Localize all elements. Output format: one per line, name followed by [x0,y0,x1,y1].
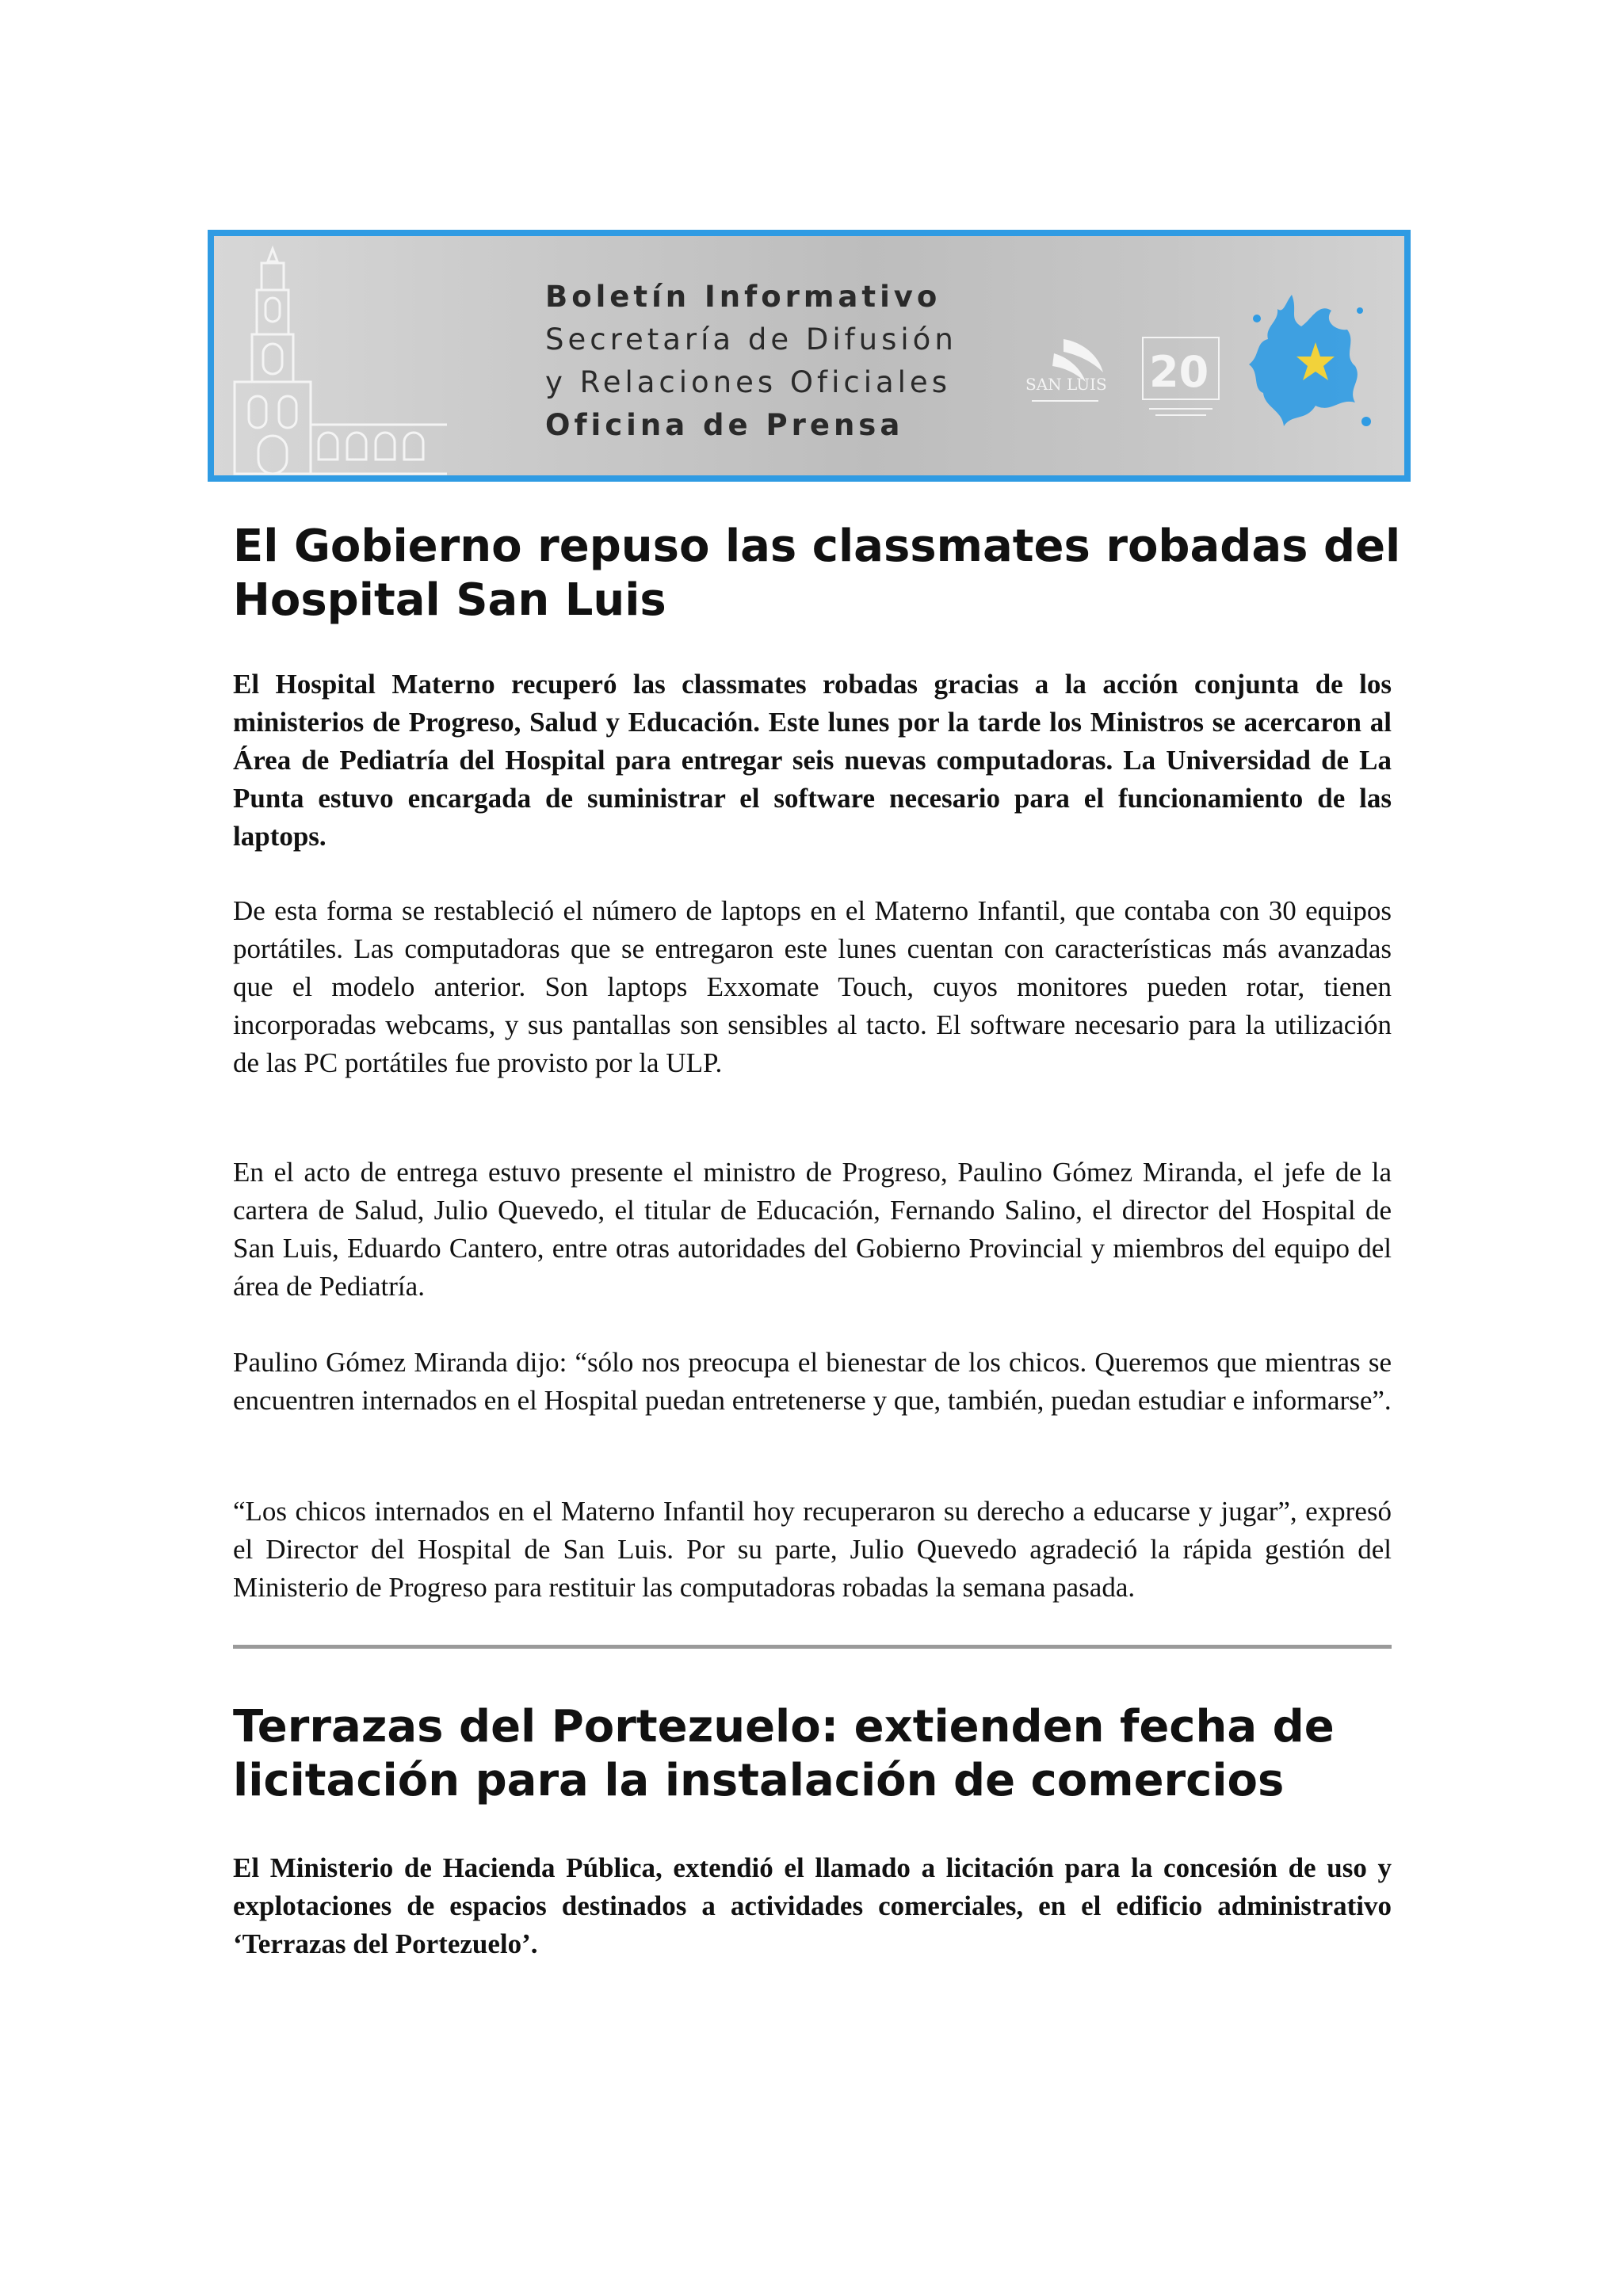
article-1-paragraph-4: “Los chicos internados en el Materno Infantil hoy recuperaron su derecho a educarse y jugar”, expresó el Director del Hospital de San Luis. Por su parte, Julio Quevedo agradeció la rápida gestión del Ministerio de Progreso para restituir las computadoras robadas la semana pasada. [233,1496,1392,1603]
building-illustration [223,246,453,475]
splash-star-logo [1236,287,1379,437]
san-luis-logo-text: SAN LUIS [1025,375,1107,394]
article-1-paragraph-2: En el acto de entrega estuvo presente el ministro de Progreso, Paulino Gómez Miranda, el jefe de la cartera de Salud, Julio Quevedo, el titular de Educación, Fernando Salino, el director del Hospital de San Luis, Eduardo Cantero, entre otras autoridades del Gobierno Provincial y miembros del equipo del área de Pediatría. [233,1157,1392,1302]
banner-line-4: Oficina de Prensa [545,408,904,442]
banner-line-3: y Relaciones Oficiales [545,365,951,399]
banner-text [545,276,957,447]
article-divider [233,1645,1392,1649]
header-banner [208,230,1411,482]
anniversary-logo [1141,336,1220,423]
san-luis-logo [1022,334,1109,421]
article-2-lead: El Ministerio de Hacienda Pública, extendió el llamado a licitación para la concesión de uso y explotaciones de espacios destinados a actividades comerciales, en el edificio administrativo ‘Terrazas del Portezuelo’. [233,1852,1392,1959]
article-1-paragraph-1: De esta forma se restableció el número de laptops en el Materno Infantil, que contaba con 30 equipos portátiles. Las computadoras que se entregaron este lunes cuentan con características más avanzadas que el modelo anterior. Son laptops Exxomate Touch, cuyos monitores pueden rotar, tienen incorporadas webcams, y sus pantallas son sensibles al tacto. El software necesario para la utilización de las PC portátiles fue provisto por la ULP. [233,895,1392,1078]
article-1-title: El Gobierno repuso las classmates robadas del Hospital San Luis [233,521,1401,626]
anniversary-logo-text: 20 [1149,347,1209,397]
article-2-title: Terrazas del Portezuelo: extienden fecha de licitación para la instalación de comercios [233,1701,1335,1806]
banner-line-1: Boletín Informativo [545,280,941,314]
article-1-lead: El Hospital Materno recuperó las classmates robadas gracias a la acción conjunta de los ministerios de Progreso, Salud y Educación. Este lunes por la tarde los Ministros se acercaron al Área de Pediatría del Hospital para entregar seis nuevas computadoras. La Universidad de La Punta estuvo encargada de suministrar el software necesario para el funcionamiento de las laptops. [233,669,1392,852]
banner-line-2: Secretaría de Difusión [545,322,957,357]
article-1-paragraph-3: Paulino Gómez Miranda dijo: “sólo nos preocupa el bienestar de los chicos. Queremos que mientras se encuentren internados en el Hospital puedan entretenerse y que, también, puedan estudiar e informarse”. [233,1347,1392,1416]
